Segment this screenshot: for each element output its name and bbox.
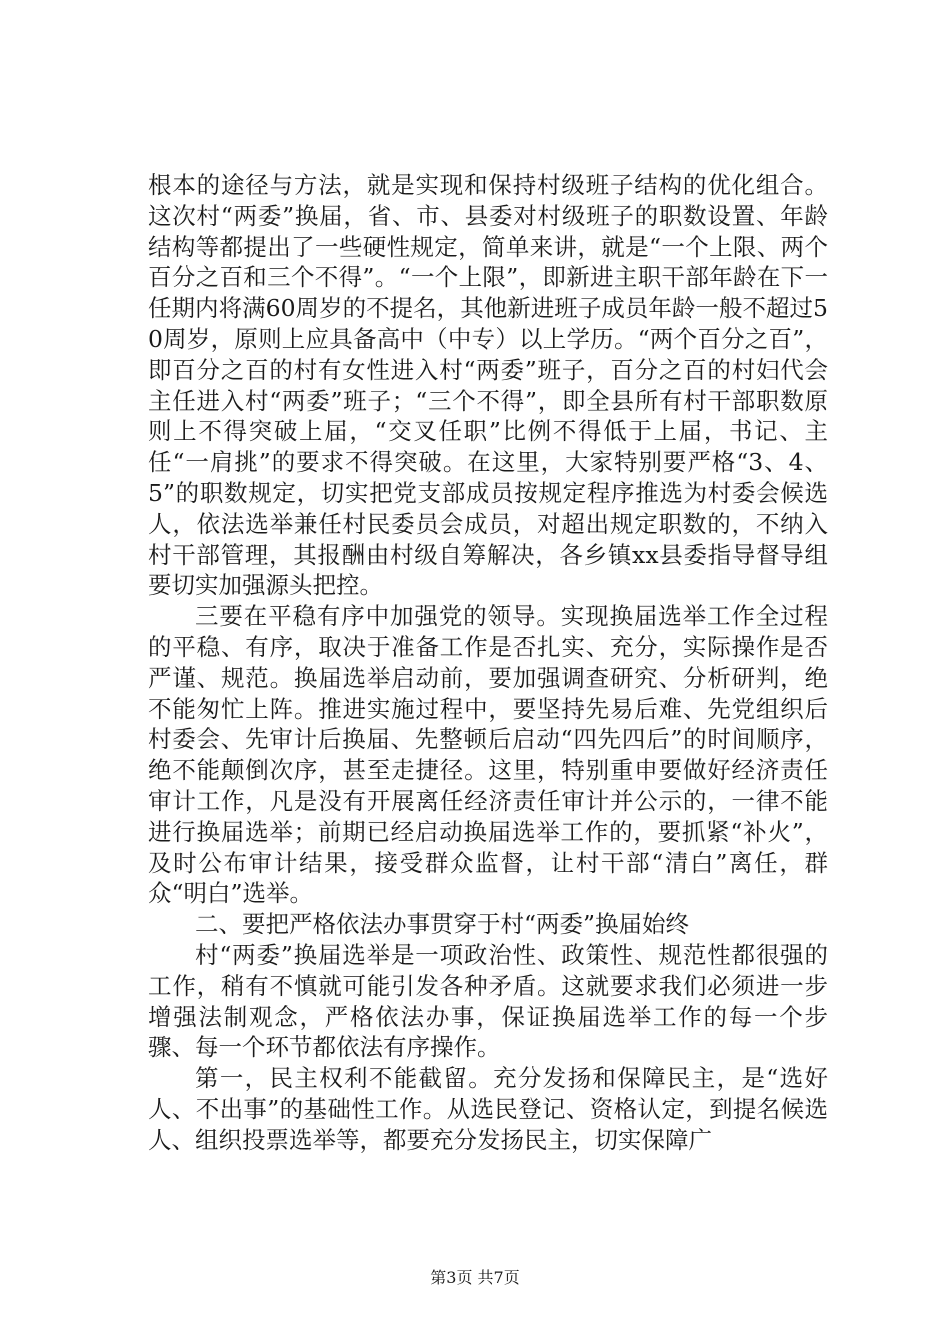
paragraph-3: 村“两委”换届选举是一项政治性、政策性、规范性都很强的工作，稍有不慎就可能引发各种矛盾。这就要求我们必须进一步增强法制观念，严格依法办事，保证换届选举工作的每一个步骤、每一个环节都依法有序操作。: [148, 940, 828, 1062]
paragraph-1: 根本的途径与方法，就是实现和保持村级班子结构的优化组合。这次村“两委”换届，省、市、县委对村级班子的职数设置、年龄结构等都提出了一些硬性规定，简单来讲，就是“一个上限、两个百分之百和三个不得”。“一个上限”，即新进主职干部年龄在下一任期内将满60周岁的不提名，其他新进班子成员年龄一般不超过50周岁，原则上应具备高中（中专）以上学历。“两个百分之百”，即百分之百的村有女性进入村“两委”班子，百分之百的村妇代会主任进入村“两委”班子；“三个不得”，即全县所有村干部职数原则上不得突破上届，“交叉任职”比例不得低于上届，书记、主任“一肩挑”的要求不得突破。在这里，大家特别要严格“3、4、5”的职数规定，切实把党支部成员按规定程序推选为村委会候选人，依法选举兼任村民委员会成员，对超出规定职数的，不纳入村干部管理，其报酬由村级自筹解决，各乡镇xx县委指导督导组要切实加强源头把控。: [148, 171, 828, 600]
page-number-footer: 第3页 共7页: [430, 1268, 520, 1287]
document-body: [148, 170, 828, 1156]
section-heading: 二、要把严格依法办事贯穿于村“两委”换届始终: [195, 910, 690, 939]
paragraph-2: 三要在平稳有序中加强党的领导。实现换届选举工作全过程的平稳、有序，取决于准备工作是否扎实、充分，实际操作是否严谨、规范。换届选举启动前，要加强调查研究、分析研判，绝不能匆忙上阵。推进实施过程中，要坚持先易后难、先党组织后村委会、先审计后换届、先整顿后启动“四先四后”的时间顺序，绝不能颠倒次序，甚至走捷径。这里，特别重申要做好经济责任审计工作，凡是没有开展离任经济责任审计并公示的，一律不能进行换届选举；前期已经启动换届选举工作的，要抓紧“补火”，及时公布审计结果，接受群众监督，让村干部“清白”离任，群众“明白”选举。: [148, 602, 828, 908]
paragraph-4: 第一，民主权利不能截留。充分发扬和保障民主，是“选好人、不出事”的基础性工作。从选民登记、资格认定，到提名候选人、组织投票选举等，都要充分发扬民主，切实保障广: [148, 1064, 828, 1154]
